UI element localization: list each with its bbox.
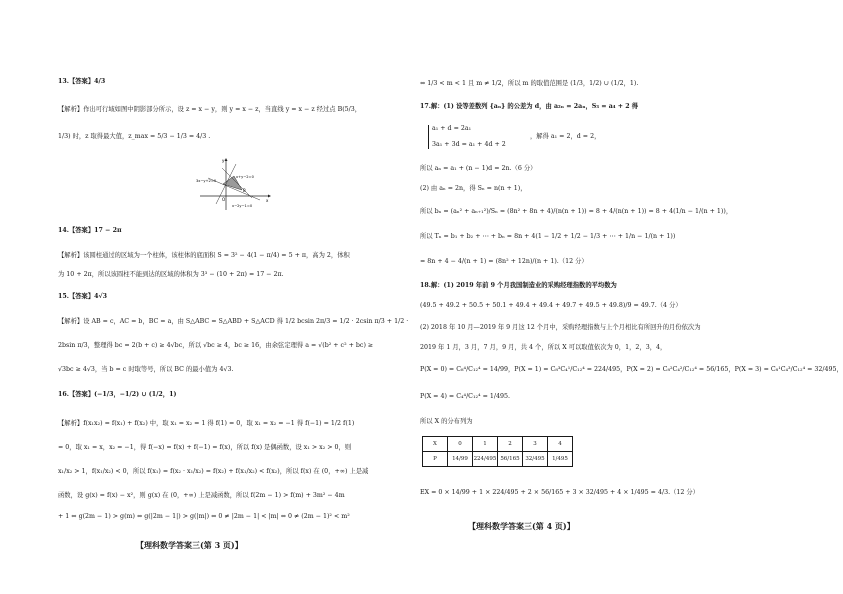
q18-probabilities-line-1: P(X = 0) = C₈⁴/C₁₂⁴ = 14/99，P(X = 1) = C₈³C₄¹/C₁₂⁴ = 224/495，P(X = 2) = C₈²C₄²/C₁₂⁴ = 56/165，P(X = 3) = C₈¹C₄³/C₁₂⁴ = 32/495， xyxy=(420,366,843,373)
y-axis-arrow-icon xyxy=(225,158,228,161)
table-header-cell: 1 xyxy=(473,437,498,452)
q13-answer: 13.【答案】4/3 xyxy=(58,78,106,85)
table-cell: 32/495 xyxy=(523,452,548,467)
line-label-1: 3x−y+2=0 xyxy=(196,179,217,183)
q14-analysis-line-2: 为 10 + 2π，所以该圆柱不能到达的区域的体积为 3³ − (10 + 2π) = 17 − 2π. xyxy=(58,271,284,278)
q16-continuation: ⇔ 1/3 < m < 1 且 m ≠ 1/2，所以 m 的取值范围是 (1/3，1/2) ∪ (1/2，1). xyxy=(420,80,639,87)
table-cell: 1/495 xyxy=(548,452,573,467)
right-page xyxy=(420,0,843,594)
line-label-3: x−2y−1=0 xyxy=(232,204,253,208)
distribution-table xyxy=(422,436,573,467)
left-page xyxy=(58,0,409,594)
feasible-region-graph xyxy=(196,156,272,212)
q14-answer: 14.【答案】17 − 2π xyxy=(58,227,122,234)
table-cell: 224/495 xyxy=(473,452,498,467)
table-header-cell: 2 xyxy=(498,437,523,452)
q17-bn: 所以 bₙ = (aₙ² + aₙ₊₁²)/Sₙ = (8n² + 8n + 4)/(n(n + 1)) = 8 + 4/(n(n + 1)) = 8 + 4(1/n − 1/(n + 1))， xyxy=(420,208,733,215)
q18-distribution-caption: 所以 X 的分布列为 xyxy=(420,418,473,425)
x-axis-label: x xyxy=(266,198,269,203)
q17-an: 所以 aₙ = a₁ + (n − 1)d = 2n.（6 分） xyxy=(420,165,537,172)
q17-solve: ，解得 a₁ = 2，d = 2， xyxy=(530,133,601,140)
q18-title: 18.解：(1) 2019 年前 9 个月我国制造业的采购经理指数的平均数为 xyxy=(420,282,617,289)
right-page-footer: 【理科数学答案三(第 4 页)】 xyxy=(468,521,575,531)
q17-part2: (2) 由 aₙ = 2n，得 Sₙ = n(n + 1)， xyxy=(420,185,527,192)
table-cell: 56/165 xyxy=(498,452,523,467)
q16-analysis-line-4: 函数，设 g(x) = f(x) − x²，则 g(x) 在 (0，+∞) 上是减函数，所以 f(2m − 1) > f(m) + 3m² − 4m xyxy=(58,492,345,499)
x-axis-arrow-icon xyxy=(268,195,271,198)
q18-probabilities-line-2: P(X = 4) = C₄⁴/C₁₂⁴ = 1/495. xyxy=(420,393,511,400)
line-label-2: x+y−2=0 xyxy=(236,175,254,179)
point-b-label: B xyxy=(243,188,246,193)
q18-expectation: EX = 0 × 14/99 + 1 × 224/495 + 2 × 56/165 + 3 × 32/495 + 4 × 1/495 = 4/3.（12 分） xyxy=(420,489,699,496)
q18-part2-line-1: (2) 2018 年 10 月—2019 年 9 月这 12 个月中，采购经理指数与上个月相比有所回升的月份依次为 xyxy=(420,324,701,331)
q18-part2-line-2: 2019 年 1 月，3 月，7 月，9 月，共 4 个，所以 X 可以取值依次为 0，1，2，3，4， xyxy=(420,344,667,351)
table-header-cell: 3 xyxy=(523,437,548,452)
q16-analysis-line-5: + 1 ⇔ g(2m − 1) > g(m) ⇔ g(|2m − 1|) > g(|m|) ⇔ 0 ≠ |2m − 1| < |m| ⇔ 0 ≠ (2m − 1)² < m² xyxy=(58,513,350,520)
q13-analysis-line-2: 1/3) 时，z 取得最大值，z_max = 5/3 − 1/3 = 4/3 . xyxy=(58,133,211,140)
table-row-label: P xyxy=(423,452,448,467)
table-header-cell: 4 xyxy=(548,437,573,452)
table-row xyxy=(423,452,573,467)
table-cell: 14/99 xyxy=(448,452,473,467)
q16-analysis-line-2: = 0，取 x₁ = x，x₂ = −1，得 f(−x) = f(x) + f(−1) = f(x)，所以 f(x) 是偶函数，设 x₁ > x₂ > 0，则 xyxy=(58,444,352,451)
table-header-cell: 0 xyxy=(448,437,473,452)
q15-answer: 15.【答案】4√3 xyxy=(58,293,108,300)
q16-answer: 16.【答案】(−1/3，−1/2) ∪ (1/2，1) xyxy=(58,391,177,398)
q16-analysis-line-1: 【解析】f(x₁x₂) = f(x₁) + f(x₂) 中，取 x₁ = x₂ = 1 得 f(1) = 0，取 x₁ = x₂ = −1 得 f(−1) = 1/2 f(1) xyxy=(58,420,355,427)
q15-analysis-line-3: √3bc ≥ 4√3，当 b = c 时取等号，所以 BC 的最小值为 4√3. xyxy=(58,366,234,373)
q17-result: = 8n + 4 − 4/(n + 1) = (8n² + 12n)/(n + 1).（12 分） xyxy=(420,258,588,265)
origin-label: O xyxy=(222,197,226,202)
q13-analysis-line-1: 【解析】作出可行域如图中阴影部分所示，设 z = x − y，则 y = x − z，当直线 y = x − z 经过点 B(5/3， xyxy=(58,106,362,113)
q17-equation-2: 3a₁ + 3d = a₁ + 4d + 2 xyxy=(432,141,506,148)
q17-tn: 所以 Tₙ = b₁ + b₂ + ⋯ + bₙ = 8n + 4(1 − 1/2 + 1/2 − 1/3 + ⋯ + 1/n − 1/(n + 1)) xyxy=(420,233,676,240)
q18-mean: (49.5 + 49.2 + 50.5 + 50.1 + 49.4 + 49.4 + 49.7 + 49.5 + 49.8)/9 = 49.7.（4 分） xyxy=(420,302,682,309)
q14-analysis-line-1: 【解析】该圆柱通过的区域为一个柱体，该柱体的底面积 S = 3² − 4(1 − π/4) = 5 + π，高为 2，体积 xyxy=(58,252,350,259)
q15-analysis-line-2: 2bsin π/3，整理得 bc = 2(b + c) ≥ 4√bc，所以 √bc ≥ 4，bc ≥ 16，由余弦定理得 a = √(b² + c² + bc) ≥ xyxy=(58,342,374,349)
table-header-cell: X xyxy=(423,437,448,452)
q16-analysis-line-3: x₁/x₂ > 1，f(x₁/x₂) < 0，所以 f(x₁) = f(x₂ · x₁/x₂) = f(x₂) + f(x₁/x₂) < f(x₂)，所以 f(x) 在 (0，+∞) 上是减 xyxy=(58,468,369,475)
q17-equation-system xyxy=(428,125,506,149)
q17-title: 17.解：(1) 设等差数列 {aₙ} 的公差为 d，由 a₂ₙ = 2aₙ，S₃ = a₄ + 2 得 xyxy=(420,103,639,110)
q15-analysis-line-1: 【解析】设 AB = c，AC = b，BC = a，由 S△ABC = S△ABD + S△ACD 得 1/2 bcsin 2π/3 = 1/2 · 2csin π/3 + 1/2 · xyxy=(58,318,409,325)
table-header-row xyxy=(423,437,573,452)
y-axis-label: y xyxy=(222,158,225,163)
q17-equation-1: a₁ + d = 2a₁ xyxy=(432,125,472,132)
left-page-footer: 【理科数学答案三(第 3 页)】 xyxy=(136,540,243,550)
